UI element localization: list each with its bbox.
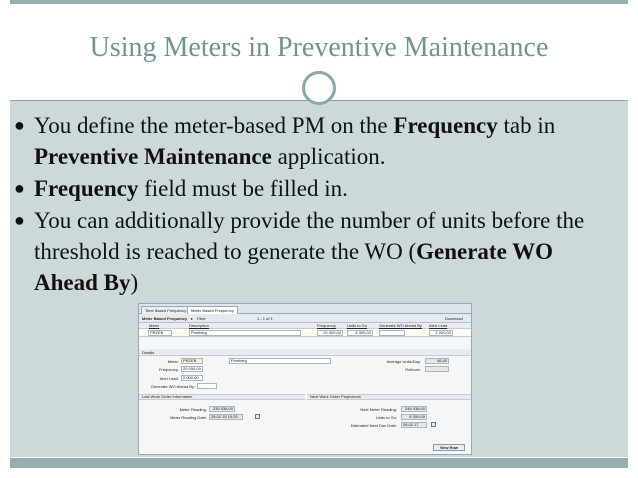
frequency-label: Frequency: <box>158 367 179 372</box>
last-wo-heading: Last Work Order Information <box>142 394 193 399</box>
alert-lead-label: Alert Lead: <box>159 376 179 381</box>
slide-title: Using Meters in Preventive Maintenance <box>89 32 549 63</box>
meter-label: Meter: <box>167 359 179 364</box>
table-row[interactable] <box>139 329 471 337</box>
average-units-label: Average Units/Day: <box>386 359 421 364</box>
bullet-text: tab in <box>497 113 556 138</box>
frequency-cell[interactable]: 20 000,00 <box>317 330 343 336</box>
average-units-field: 46,40 <box>425 358 449 364</box>
calendar-icon[interactable] <box>431 422 436 427</box>
meter-reading-field: 239 538,00 <box>209 406 235 412</box>
tab-time-based-frequency[interactable]: Time Based Frequency <box>141 306 190 314</box>
units-to-go-field: 8 300,00 <box>401 414 427 420</box>
filter-icon[interactable]: ▸ <box>191 316 194 321</box>
bullet-item <box>14 173 614 204</box>
toolbar-section-label: Meter Based Frequency <box>142 316 188 321</box>
bullet-bold-text: Frequency <box>34 176 139 201</box>
table-toolbar <box>139 314 471 323</box>
rollover-field <box>425 366 449 372</box>
meter-cell[interactable]: PRZEB <box>148 330 172 336</box>
meter-reading-date-label: Meter Reading Date: <box>170 415 207 420</box>
ring-ornament-icon <box>302 71 336 105</box>
next-wo-section <box>307 394 471 400</box>
column-header[interactable]: Meter <box>149 323 160 328</box>
column-header[interactable]: Alert Lead <box>429 323 448 328</box>
calendar-icon[interactable] <box>255 414 260 419</box>
column-header[interactable]: Description <box>189 323 210 328</box>
alert-lead-field[interactable]: 2 000,00 <box>181 375 203 381</box>
details-heading: Details <box>142 350 155 355</box>
bullet-list <box>14 110 614 299</box>
bullet-item <box>14 205 614 298</box>
download-button[interactable]: Download <box>445 316 463 321</box>
next-wo-heading: Next Work Order Projections <box>310 394 361 399</box>
column-header[interactable]: Frequency <box>317 323 336 328</box>
bullet-text: You define the meter-based PM on the <box>34 113 394 138</box>
bottom-accent-bar <box>10 458 628 468</box>
details-section <box>139 349 471 356</box>
units-to-go-label: Units to Go: <box>375 415 397 420</box>
tab-meter-based-frequency[interactable]: Meter Based Frequency <box>187 306 238 314</box>
bullet-text: application. <box>271 144 386 169</box>
bullet-dot-icon: ● <box>14 115 25 135</box>
bullet-bold-text: Preventive Maintenance <box>34 144 272 169</box>
frequency-field[interactable]: 20 000,00 <box>181 366 203 372</box>
frequency-tabs <box>139 304 471 314</box>
next-meter-reading-field: 249 038,00 <box>401 406 427 412</box>
generate-wo-ahead-cell[interactable] <box>379 330 405 336</box>
filter-button[interactable]: Filter <box>197 316 206 321</box>
description-cell[interactable]: Przebieg <box>189 330 301 336</box>
bullet-dot-icon: ● <box>14 210 25 230</box>
alert-lead-cell[interactable]: 2 000,00 <box>429 330 453 336</box>
column-header[interactable]: Generate WO Ahead By <box>379 323 422 328</box>
frequency-tab-screenshot <box>138 303 472 455</box>
rollover-label: Rollover: <box>405 367 421 372</box>
meter-reading-label: Meter Reading: <box>179 407 207 412</box>
meter-field[interactable]: PRZEB <box>181 358 203 364</box>
meter-description-field: Przebieg <box>229 358 331 364</box>
new-row-button[interactable]: New Row <box>433 444 465 451</box>
estimated-due-date-label: Estimated Next Due Date: <box>350 423 397 428</box>
bullet-dot-icon: ● <box>14 178 25 198</box>
generate-wo-ahead-field[interactable] <box>197 383 217 389</box>
column-header[interactable]: Units to Go <box>347 323 368 328</box>
bullet-item <box>14 110 614 172</box>
next-meter-reading-label: Next Meter Reading: <box>360 407 397 412</box>
bullet-text: ) <box>130 270 139 295</box>
estimated-due-date-field: 06.02.17 <box>401 422 427 428</box>
bullet-bold-text: Generate WO Ahead By <box>34 239 554 295</box>
pager-text: 1 - 1 of 1 <box>257 316 273 321</box>
top-accent-bar <box>10 0 628 4</box>
bullet-text: field must be filled in. <box>138 176 348 201</box>
bullet-text: You can additionally provide the number of units before the threshold is reached to generate the WO ( <box>34 208 585 264</box>
last-wo-section <box>139 394 305 400</box>
units-to-go-cell: 8 300,00 <box>347 330 373 336</box>
meter-reading-date-field: 28.02.15 10:20 <box>209 414 243 420</box>
bullet-bold-text: Frequency <box>393 113 498 138</box>
generate-wo-ahead-label: Generate WO Ahead By: <box>150 384 195 389</box>
